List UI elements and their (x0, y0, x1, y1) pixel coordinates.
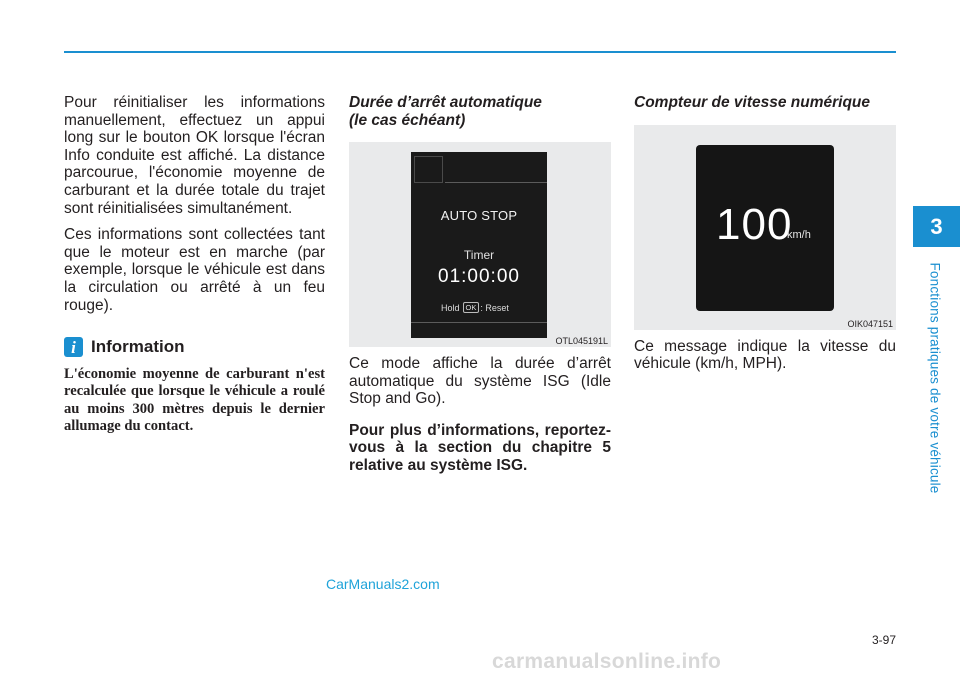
reset-label: : Reset (480, 302, 509, 313)
auto-stop-label: AUTO STOP (440, 208, 518, 223)
information-title: Information (91, 337, 185, 357)
column-right (634, 94, 896, 382)
speed-value: 100 (716, 199, 793, 249)
information-body: L'économie moyenne de carburant n'est recalculée que lorsque le véhicule a roulé au moins 300 mètres depuis le dernier allumage du contact. (64, 366, 325, 434)
information-header (64, 336, 325, 358)
info-icon: i (64, 337, 83, 357)
figure-code: OTL045191L (555, 336, 608, 346)
column-left (64, 94, 325, 435)
chapter-label: Fonctions pratiques de votre véhicule (927, 262, 943, 494)
auto-stop-section-title: Durée d’arrêt automatique (le cas échéant) (349, 94, 542, 129)
speedometer-display (696, 145, 834, 311)
speedometer-description: Ce message indique la vitesse du véhicule (km/h, MPH). (634, 337, 896, 373)
top-rule (64, 51, 896, 53)
speed-unit: km/h (787, 228, 811, 241)
auto-stop-figure (349, 142, 611, 347)
hold-reset-hint (441, 302, 509, 313)
footer-watermark: carmanualsonline.info (492, 650, 722, 673)
figure-code: OIK047151 (847, 318, 893, 329)
isg-reference-note: Pour plus d’informations, reportez-vous à la section du chapitre 5 relative au système ISG. (349, 421, 611, 474)
reset-paragraph: Pour réinitialiser les informations manuellement, effectuez un appui long sur le bouton OK lorsque l'écran Info conduite est affiché. La distance parcourue, l'économie moyenne de carburant et la durée totale du trajet sont réinitialisées simultanément. (64, 94, 325, 217)
column-middle (349, 94, 611, 475)
chapter-tab (913, 206, 960, 247)
timer-label: Timer (463, 248, 495, 262)
timer-value: 01:00:00 (438, 266, 520, 287)
hold-label: Hold (441, 302, 460, 313)
collection-paragraph: Ces informations sont collectées tant que le moteur est en marche (par exemple, lorsque le véhicule est dans la circulation ou arrêté à un feu rouge). (64, 226, 325, 314)
auto-stop-description: Ce mode affiche la durée d’arrêt automatique du système ISG (Idle Stop and Go). (349, 355, 611, 408)
speedometer-figure (634, 125, 896, 330)
chapter-number: 3 (930, 213, 943, 239)
ok-button-glyph: OK (463, 302, 480, 313)
display-divider-bottom (411, 322, 547, 323)
auto-stop-display (411, 152, 547, 338)
display-corner-box (414, 156, 443, 183)
display-divider-top (445, 182, 547, 183)
watermark: CarManuals2.com (326, 576, 440, 592)
digital-speedometer-title: Compteur de vitesse numérique (634, 94, 871, 111)
page-number: 3-97 (871, 633, 896, 647)
